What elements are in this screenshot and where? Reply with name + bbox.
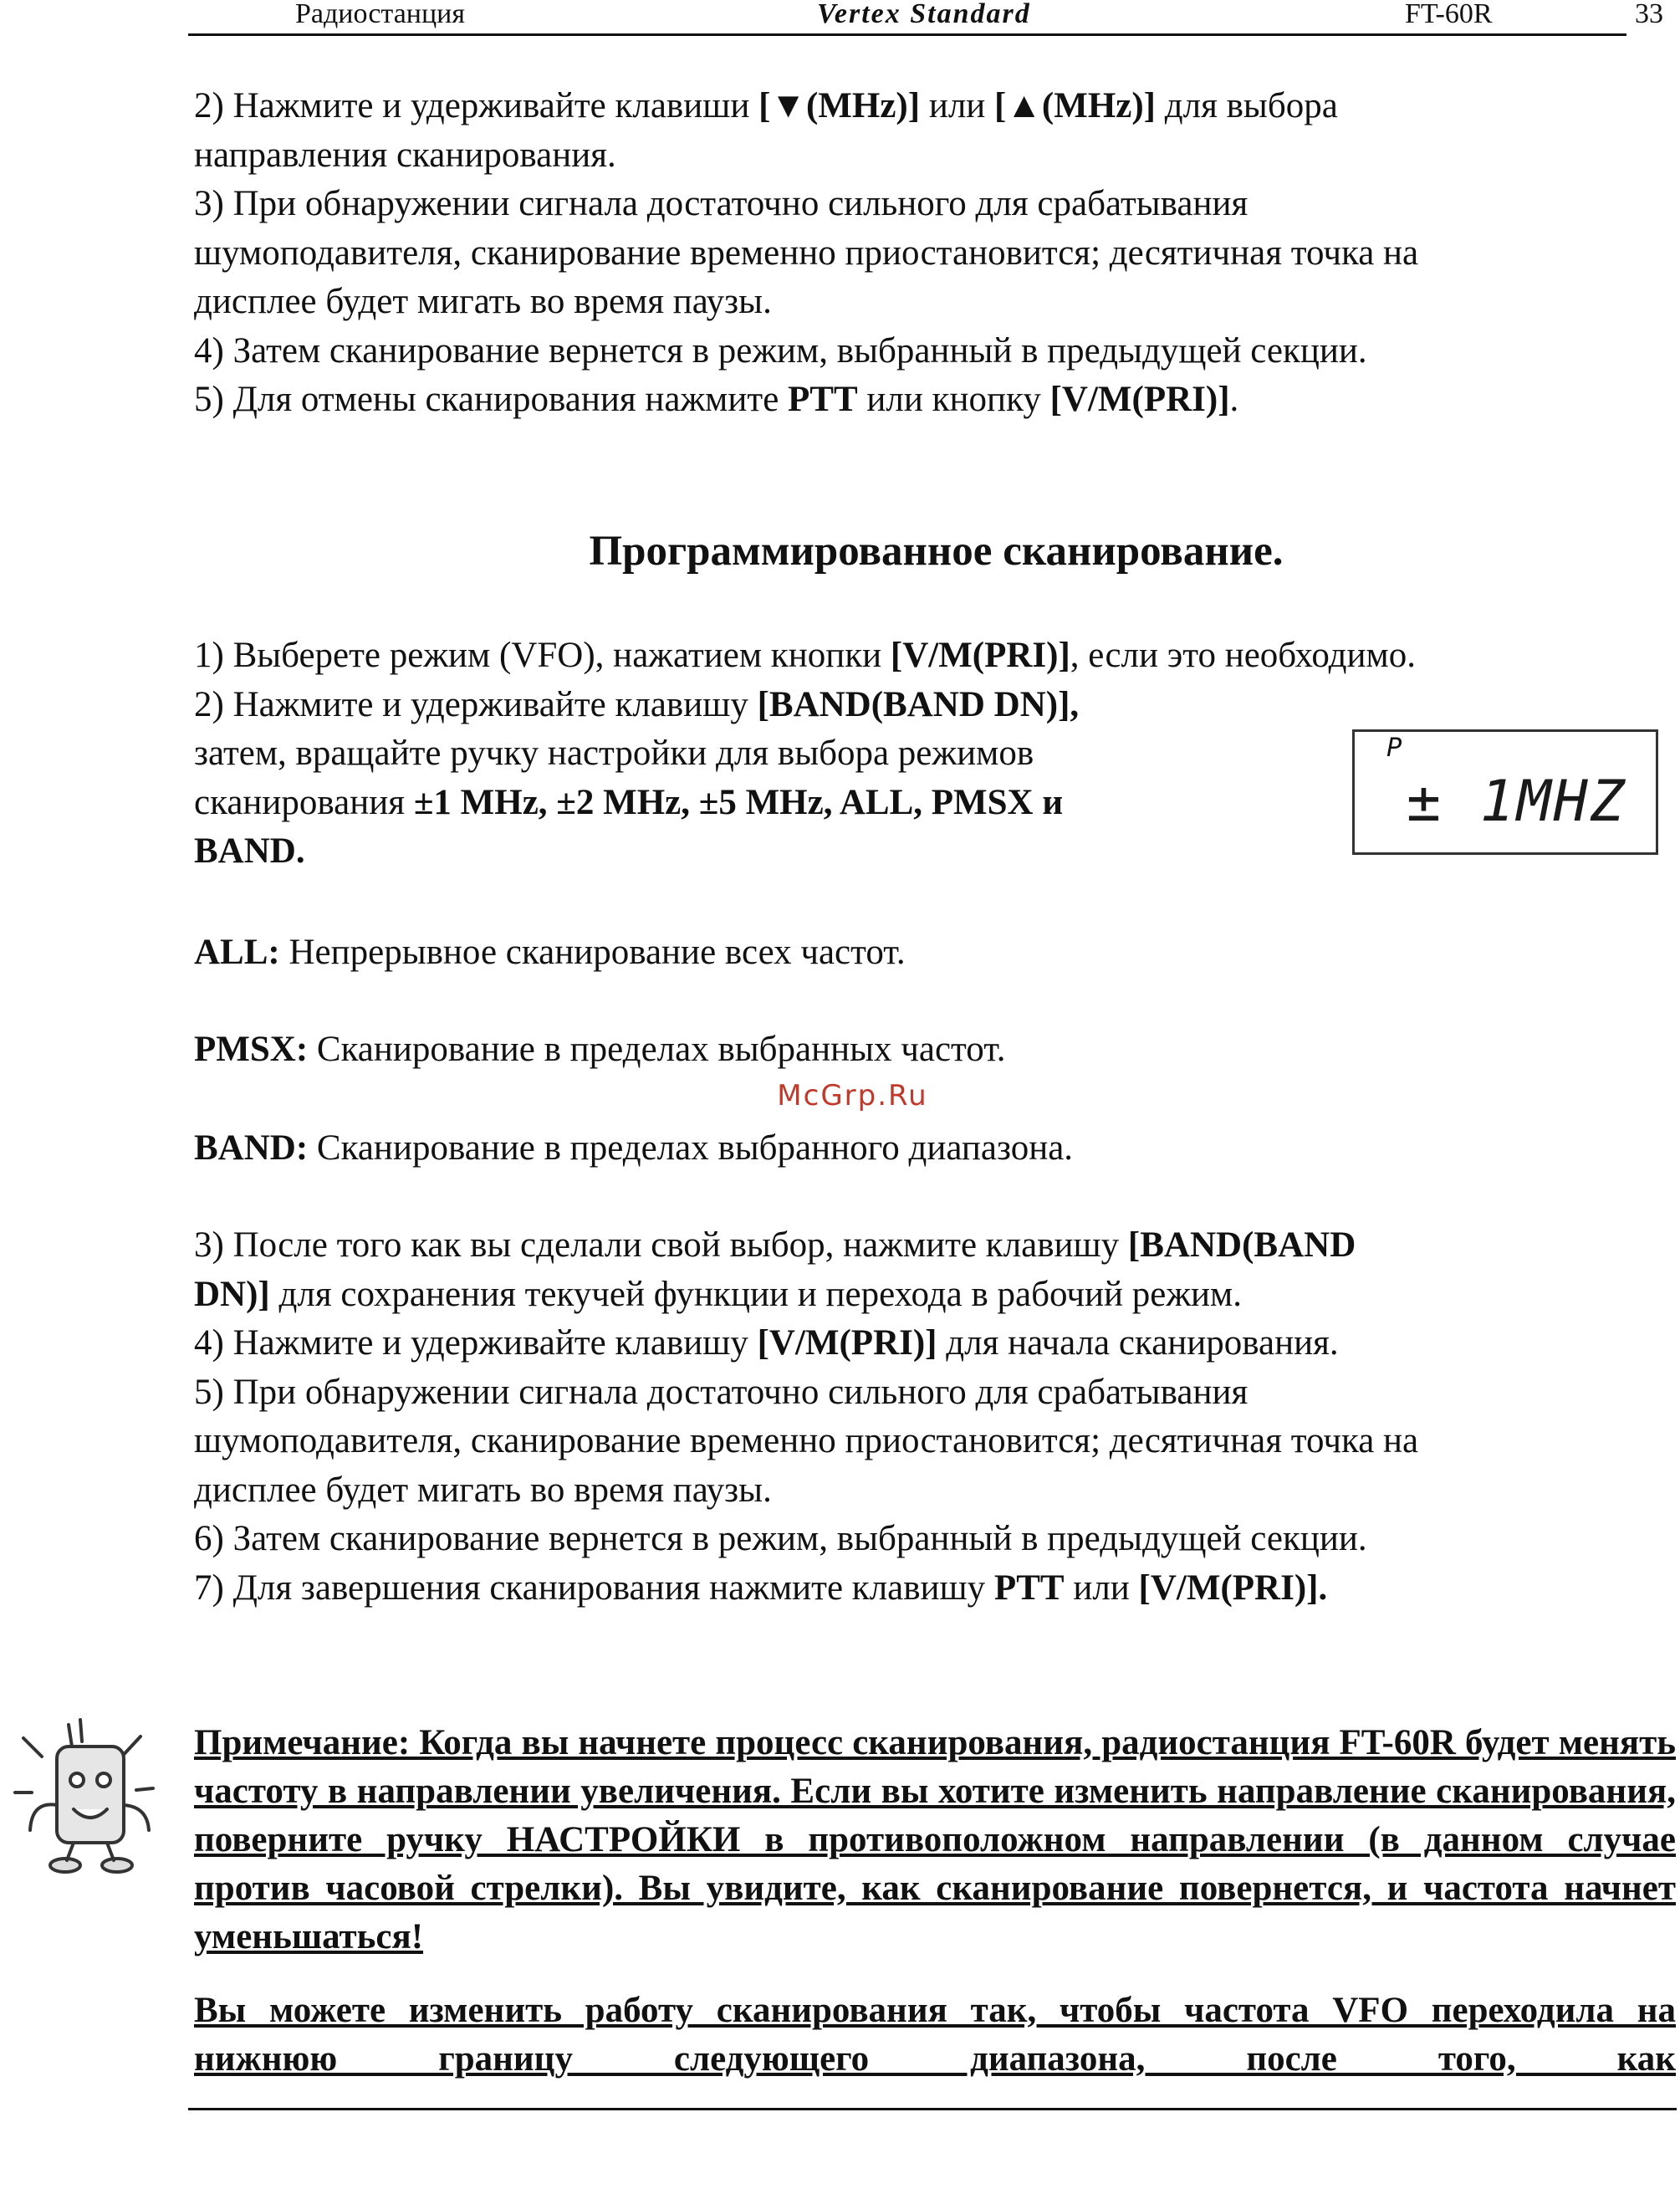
- header-brand: Vertex Standard: [817, 0, 1031, 29]
- text-line: 1) Выберете режим (VFO), нажатием кнопки [V/M(PRI)], если это необходимо.: [194, 636, 1416, 675]
- bottom-rule: [188, 2108, 1677, 2110]
- watermark: McGrp.Ru: [777, 1079, 928, 1112]
- note-block: [194, 1719, 1676, 1961]
- text-line: 4) Нажмите и удерживайте клавишу [V/M(PRI)] для начала сканирования.: [194, 1323, 1339, 1363]
- note-block-2: [194, 1987, 1676, 2084]
- steps-b-block: [194, 1221, 1657, 1613]
- text-line: дисплее будет мигать во время паузы.: [194, 282, 772, 321]
- text-line: 5) При обнаружении сигнала достаточно сильного для срабатывания: [194, 1372, 1249, 1412]
- definition-band: BAND: Сканирование в пределах выбранного диапазона.: [194, 1128, 1074, 1168]
- text-line: 7) Для завершения сканирования нажмите клавишу PTT или [V/M(PRI)].: [194, 1568, 1328, 1608]
- text-line: 3) После того как вы сделали свой выбор, нажмите клавишу [BAND(BAND: [194, 1225, 1356, 1265]
- text-line: направления сканирования.: [194, 135, 616, 175]
- header-model: FT-60R: [1405, 0, 1493, 29]
- text-line: шумоподавителя, сканирование временно приостановится; десятичная точка на: [194, 1421, 1419, 1460]
- text-line: 2) Нажмите и удерживайте клавишу [BAND(BAND DN)],: [194, 684, 1080, 724]
- text-line: BAND.: [194, 831, 305, 871]
- definition-pmsx: PMSX: Сканирование в пределах выбранных частот.: [194, 1030, 1006, 1069]
- section-title: Программированное сканирование.: [589, 528, 1284, 575]
- text-line: DN)] для сохранения текучей функции и перехода в рабочий режим.: [194, 1274, 1243, 1314]
- lcd-value: ± 1MHZ: [1407, 769, 1627, 835]
- lcd-display: [1352, 729, 1658, 855]
- text-line: 3) При обнаружении сигнала достаточно сильного для срабатывания: [194, 184, 1249, 223]
- page-number: 33: [1635, 0, 1663, 29]
- text-line: 5) Для отмены сканирования нажмите PTT или кнопку [V/M(PRI)].: [194, 380, 1239, 419]
- text-line: 4) Затем сканирование вернется в режим, выбранный в предыдущей секции.: [194, 330, 1367, 371]
- text-line: дисплее будет мигать во время паузы.: [194, 1470, 772, 1510]
- definition-all: ALL: Непрерывное сканирование всех частот.: [194, 933, 906, 972]
- note-paragraph-1: Примечание: Когда вы начнете процесс сканирования, радиостанция FT-60R будет менять частоту в направлении увеличения. Если вы хотите изменить направление сканирования, поверните ручку НАСТРОЙКИ в противоположном направлении (в данном случае против часовой стрелки). Вы увидите, как сканирование повернется, и частота начнет уменьшаться!: [194, 1723, 1676, 1956]
- header-title: Радиостанция: [295, 0, 466, 29]
- text-line: затем, вращайте ручку настройки для выбора режимов: [194, 734, 1034, 773]
- mascot-radio-icon: [7, 1713, 174, 1880]
- intro-block: [194, 82, 1657, 425]
- text-line: 2) Нажмите и удерживайте клавиши [▼(MHz)] или [▲(MHz)] для выбора: [194, 86, 1338, 125]
- text-line: 6) Затем сканирование вернется в режим, выбранный в предыдущей секции.: [194, 1519, 1367, 1558]
- page-header: [188, 0, 1663, 36]
- text-line: сканирования ±1 MHz, ±2 MHz, ±5 MHz, ALL, PMSX и: [194, 782, 1064, 822]
- note-paragraph-2: Вы можете изменить работу сканирования так, чтобы частота VFO переходила на нижнюю границу следующего диапазона, после того, как: [194, 1991, 1676, 2079]
- text-line: шумоподавителя, сканирование временно приостановится; десятичная точка на: [194, 233, 1419, 273]
- lcd-indicator: P: [1386, 734, 1402, 763]
